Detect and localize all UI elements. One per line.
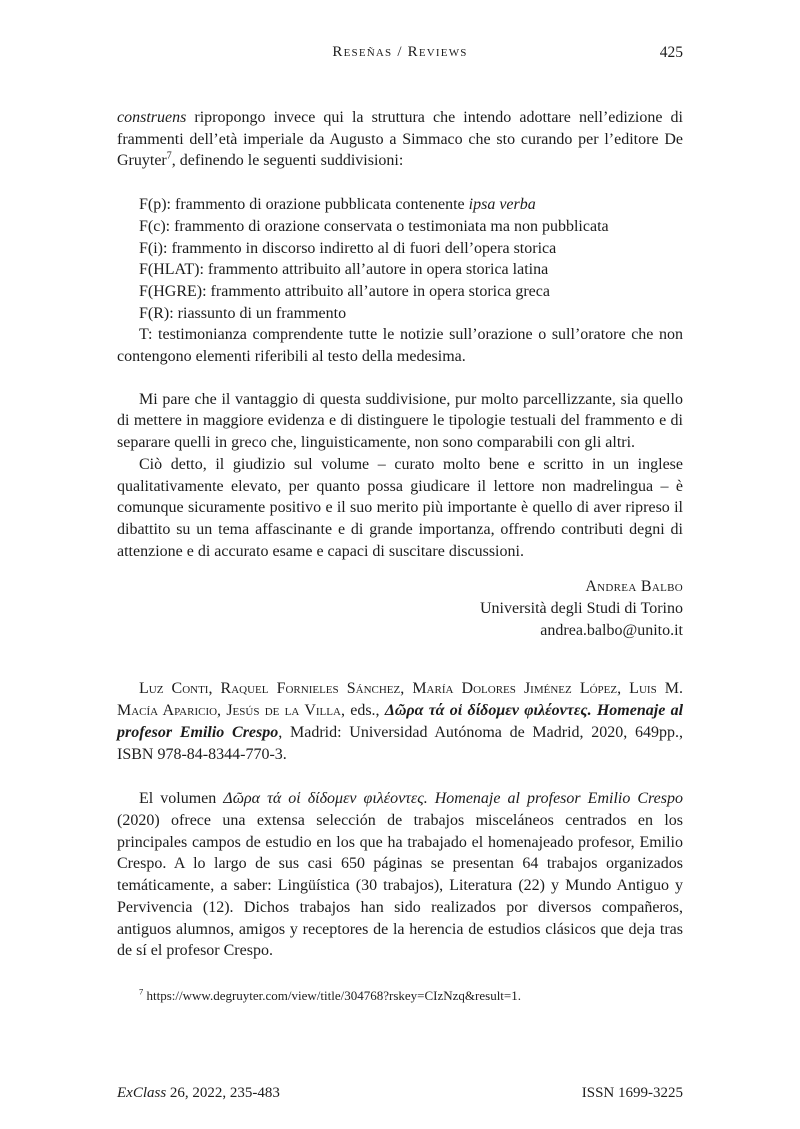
paragraph-verdict: Ciò detto, il giudizio sul volume – curato molto bene e scritto in un inglese qualitativamente elevato, per quanto possa giudicare il lettore non madrelingua – è comunque sicuramente positivo e il suo merito più importante è quello di aver ripreso il dibattito su un tema affascinante e di grande importanza, offrendo contributi degni di attenzione e di accurato esame e capaci di suscitare discussioni. — [117, 455, 683, 560]
list-item-text: F(HGRE): frammento attribuito all’autore in opera storica greca — [139, 282, 550, 300]
list-item-text: F(c): frammento di orazione conservata o testimoniata ma non pubblicata — [139, 217, 609, 235]
paragraph-intro — [117, 107, 683, 172]
list-item — [117, 303, 683, 325]
running-head — [117, 44, 683, 61]
latin-term: construens — [117, 109, 187, 126]
list-item — [117, 259, 683, 281]
footnote-reference: 7 — [166, 151, 172, 163]
publication-info: , Madrid: Universidad Autónoma de Madrid, 2020, 649pp., ISBN 978-84-8344-770-3. — [117, 723, 683, 763]
page-footer — [117, 1084, 683, 1102]
list-item-text: F(R): riassunto di un frammento — [139, 304, 347, 322]
journal-name: ExClass — [117, 1085, 167, 1101]
footnote-block — [117, 987, 683, 1004]
opening-text: El volumen — [139, 790, 224, 808]
opening-text-rest: (2020) ofrece una extensa selección de trabajos misceláneos centrados en los principales campos de estudio en los que ha trabajado el homenajeado profesor, Emilio Crespo. A lo largo de sus casi 650 páginas se presentan 64 trabajos organizados temáticamente, a saber: Lingüística (30 trabajos), Literatura (22) y Mundo Antiguo y Pervivencia (12). Dichos trabajos han sido realizados por diversos compañeros, antiguos alumnos, amigos y receptores de la herencia de estudios clásicos que deja tras de sí el profesor Crespo. — [117, 811, 683, 960]
fragment-type-list — [117, 194, 683, 368]
book-title-spanish: Homenaje al profesor Emilio Crespo — [117, 702, 684, 741]
book-title-greek: Δῶρα τά οἱ δίδομεν φιλέοντες. — [384, 702, 592, 720]
list-item — [117, 216, 683, 238]
list-item — [117, 194, 683, 216]
review-heading — [117, 678, 683, 765]
paragraph-review-opening — [117, 788, 683, 962]
issue-info: 26, 2022, 235-483 — [166, 1085, 280, 1101]
book-title-inline: Δῶρα τά οἱ δίδομεν φιλέοντες. Homenaje al profesor Emilio Crespo — [223, 790, 683, 808]
list-item — [117, 324, 683, 367]
intro-text-end: , definendo le seguenti suddivisioni: — [171, 152, 404, 170]
footnote-marker: 7 — [139, 986, 144, 997]
list-item — [117, 281, 683, 303]
author-email: andrea.balbo@unito.it — [540, 621, 683, 639]
footnote-url: https://www.degruyter.com/view/title/304768?rskey=CIzNzq&result=1. — [143, 987, 521, 1003]
footnote-line — [117, 987, 683, 1004]
running-head-title: Reseñas / Reviews — [332, 44, 468, 60]
issn-label: ISSN 1699-3225 — [581, 1085, 683, 1101]
signature-block — [117, 576, 683, 641]
editors-label: , eds., — [340, 702, 385, 720]
journal-citation — [117, 1084, 280, 1102]
list-item-text: F(HLAT): frammento attribuito all’autore in opera storica latina — [139, 261, 549, 279]
list-item-text: F(i): frammento in discorso indiretto al di fuori dell’opera storica — [139, 239, 557, 257]
editors-names: Luz Conti, Raquel Fornieles Sánchez, María Dolores Jiménez López, Luis M. Macía Aparicio, Jesús de la Villa — [117, 680, 683, 720]
list-item — [117, 238, 683, 260]
page-body — [117, 107, 683, 1004]
paragraph-evaluation: Mi pare che il vantaggio di questa suddivisione, pur molto parcellizzante, sia quello di mettere in maggiore evidenza e di distinguere le tipologie testuali del frammento e di separare quelli in greco che, linguisticamente, non sono comparabili con gli altri. — [117, 390, 683, 452]
intro-text: ripropongo invece qui la struttura che intendo adottare nell’edizione di frammenti dell’età imperiale da Augusto a Simmaco che sto curando per l’editore De Gruyter — [117, 109, 683, 170]
list-item-italic-term: ipsa verba — [468, 196, 536, 214]
list-item-text: T: testimonianza comprendente tutte le notizie sull’orazione o sull’oratore che non contengono elementi riferibili al testo della medesima. — [117, 326, 683, 366]
list-item-text: F(p): frammento di orazione pubblicata contenente — [139, 196, 469, 214]
author-name: Andrea Balbo — [585, 578, 683, 596]
author-affiliation: Università degli Studi di Torino — [479, 600, 683, 618]
page-number: 425 — [659, 44, 683, 61]
